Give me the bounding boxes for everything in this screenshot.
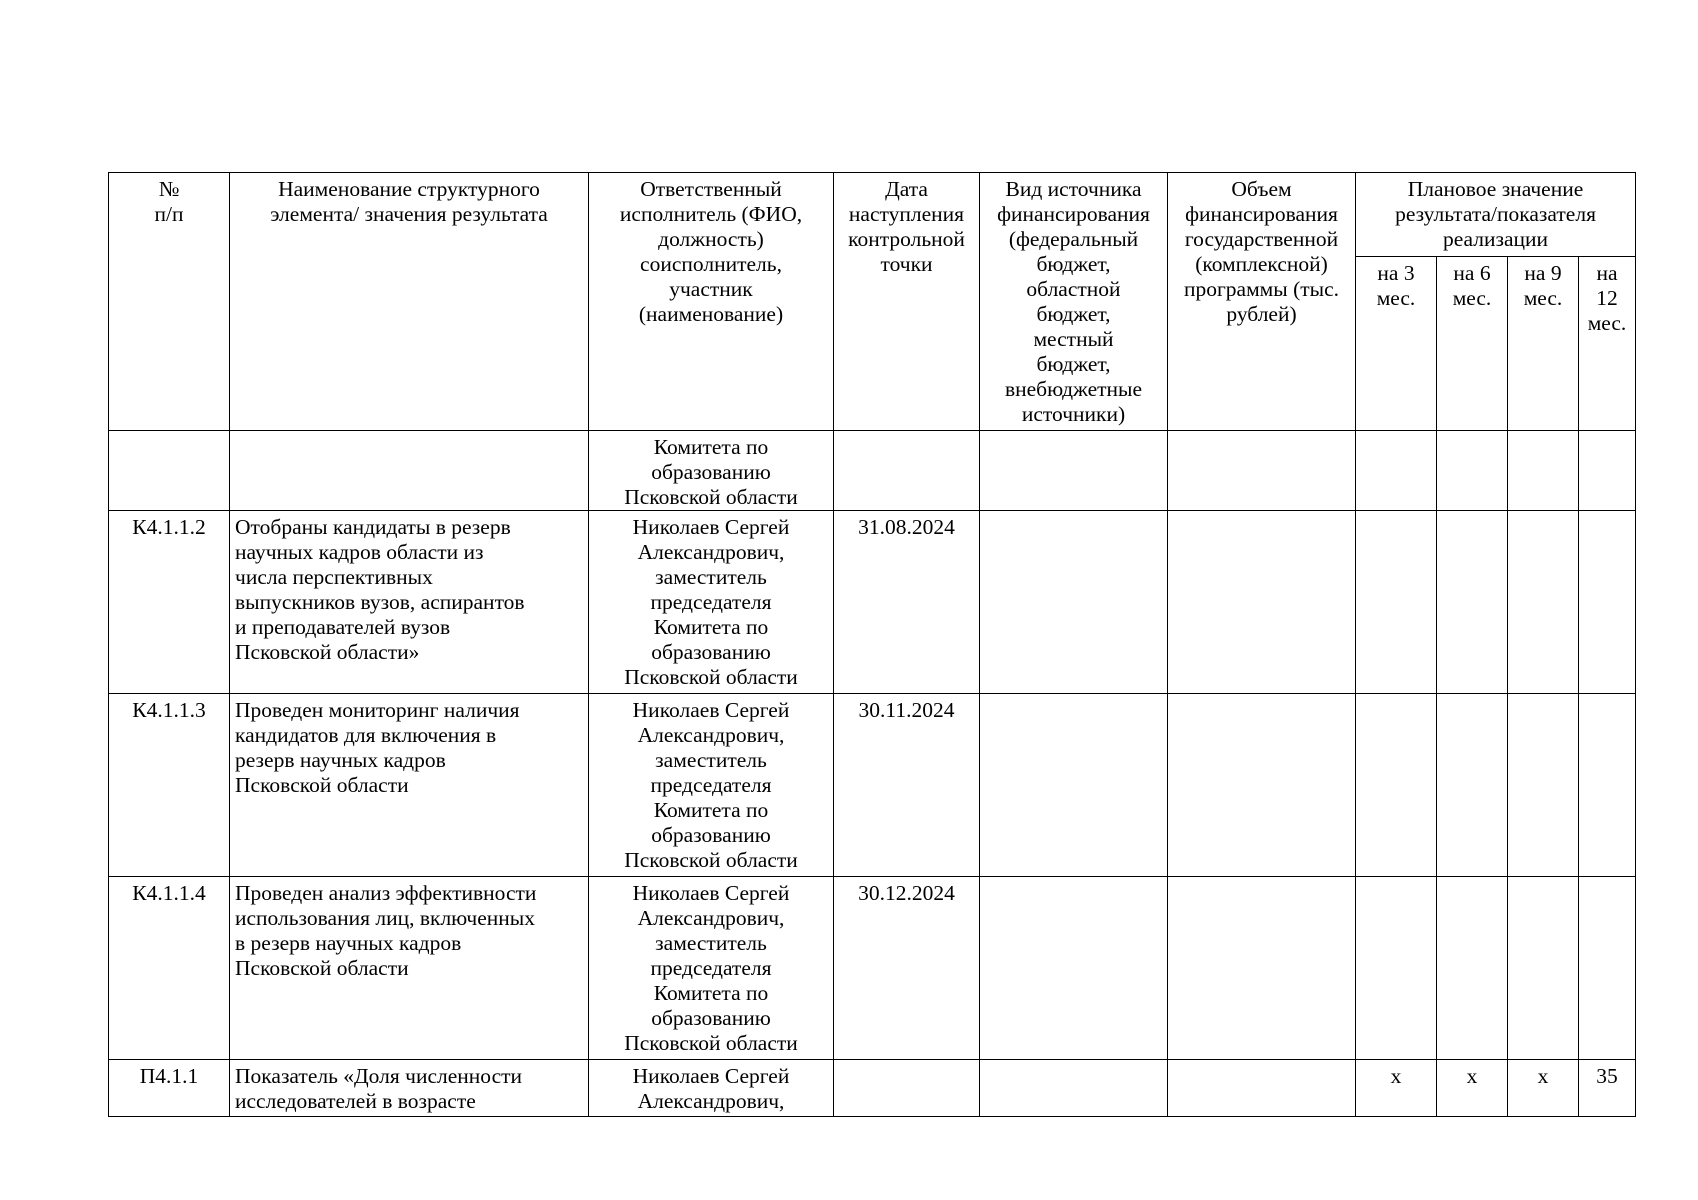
cell-num: К4.1.1.4 bbox=[109, 877, 230, 1060]
cell-name: Проведен мониторинг наличия кандидатов для включения в резерв научных кадров Псковской области bbox=[230, 694, 589, 877]
cell-source bbox=[980, 431, 1168, 511]
table-row bbox=[109, 511, 1636, 694]
cell-responsible: Николаев Сергей Александрович, заместитель председателя Комитета по образованию Псковской области bbox=[589, 511, 834, 694]
cell-m3 bbox=[1356, 694, 1437, 877]
cell-m12: 35 bbox=[1579, 1060, 1636, 1117]
cell-date: 31.08.2024 bbox=[834, 511, 980, 694]
cell-m9 bbox=[1508, 877, 1579, 1060]
cell-volume bbox=[1168, 431, 1356, 511]
cell-m12 bbox=[1579, 694, 1636, 877]
cell-m3 bbox=[1356, 511, 1437, 694]
cell-name: Проведен анализ эффективности использования лиц, включенных в резерв научных кадров Псковской области bbox=[230, 877, 589, 1060]
header-responsible: Ответственный исполнитель (ФИО, должность) соисполнитель, участник (наименование) bbox=[589, 173, 834, 431]
plan-table bbox=[108, 172, 1636, 1117]
cell-responsible: Комитета по образованию Псковской области bbox=[589, 431, 834, 511]
cell-volume bbox=[1168, 694, 1356, 877]
table-row bbox=[109, 694, 1636, 877]
cell-m12 bbox=[1579, 431, 1636, 511]
header-m6: на 6 мес. bbox=[1437, 257, 1508, 431]
cell-num: К4.1.1.2 bbox=[109, 511, 230, 694]
header-m12: на 12 мес. bbox=[1579, 257, 1636, 431]
cell-source bbox=[980, 1060, 1168, 1117]
cell-m12 bbox=[1579, 877, 1636, 1060]
header-plan: Плановое значение результата/показателя реализации bbox=[1356, 173, 1636, 257]
cell-source bbox=[980, 877, 1168, 1060]
header-m3: на 3 мес. bbox=[1356, 257, 1437, 431]
header-m9: на 9 мес. bbox=[1508, 257, 1579, 431]
cell-source bbox=[980, 694, 1168, 877]
cell-m6 bbox=[1437, 511, 1508, 694]
cell-responsible: Николаев Сергей Александрович, заместитель председателя Комитета по образованию Псковской области bbox=[589, 877, 834, 1060]
cell-m12 bbox=[1579, 511, 1636, 694]
cell-m9 bbox=[1508, 431, 1579, 511]
cell-date: 30.11.2024 bbox=[834, 694, 980, 877]
header-row bbox=[109, 173, 1636, 257]
header-date: Дата наступления контрольной точки bbox=[834, 173, 980, 431]
cell-name bbox=[230, 431, 589, 511]
cell-num: П4.1.1 bbox=[109, 1060, 230, 1117]
cell-m3 bbox=[1356, 431, 1437, 511]
cell-m6: х bbox=[1437, 1060, 1508, 1117]
cell-m6 bbox=[1437, 431, 1508, 511]
cell-m3: х bbox=[1356, 1060, 1437, 1117]
cell-responsible: Николаев Сергей Александрович, заместитель председателя Комитета по образованию Псковской области bbox=[589, 694, 834, 877]
cell-m9: х bbox=[1508, 1060, 1579, 1117]
cell-volume bbox=[1168, 511, 1356, 694]
cell-m3 bbox=[1356, 877, 1437, 1060]
cell-responsible: Николаев Сергей Александрович, bbox=[589, 1060, 834, 1117]
cell-volume bbox=[1168, 877, 1356, 1060]
cell-m6 bbox=[1437, 877, 1508, 1060]
cell-name: Отобраны кандидаты в резерв научных кадров области из числа перспективных выпускников вузов, аспирантов и преподавателей вузов Псковской области» bbox=[230, 511, 589, 694]
table-row bbox=[109, 877, 1636, 1060]
table-row bbox=[109, 1060, 1636, 1117]
header-source: Вид источника финансирования (федеральный бюджет, областной бюджет, местный бюджет, внебюджетные источники) bbox=[980, 173, 1168, 431]
cell-date: 30.12.2024 bbox=[834, 877, 980, 1060]
cell-m6 bbox=[1437, 694, 1508, 877]
header-volume: Объем финансирования государственной (комплексной) программы (тыс. рублей) bbox=[1168, 173, 1356, 431]
cell-num: К4.1.1.3 bbox=[109, 694, 230, 877]
cell-volume bbox=[1168, 1060, 1356, 1117]
cell-source bbox=[980, 511, 1168, 694]
header-name: Наименование структурного элемента/ значения результата bbox=[230, 173, 589, 431]
cell-date bbox=[834, 431, 980, 511]
cell-m9 bbox=[1508, 694, 1579, 877]
cell-date bbox=[834, 1060, 980, 1117]
cell-num bbox=[109, 431, 230, 511]
cell-name: Показатель «Доля численности исследователей в возрасте bbox=[230, 1060, 589, 1117]
cell-m9 bbox=[1508, 511, 1579, 694]
header-num: № п/п bbox=[109, 173, 230, 431]
table-row bbox=[109, 431, 1636, 511]
